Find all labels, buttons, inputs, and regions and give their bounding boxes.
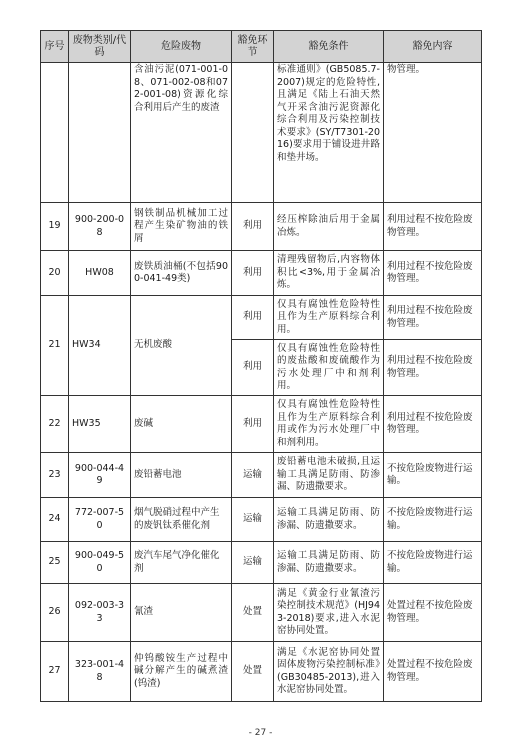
cell-no: 24 xyxy=(41,498,69,542)
cell-no: 26 xyxy=(41,584,69,642)
cell-content: 不按危险废物进行运输。 xyxy=(384,542,482,584)
cell-condition: 经压榨除油后用于金属冶炼。 xyxy=(274,203,384,251)
cell-stage: 处置 xyxy=(232,584,274,642)
header-category: 废物类别/代码 xyxy=(69,31,131,63)
cell-waste: 无机废酸 xyxy=(131,296,232,396)
cell-condition: 仅具有腐蚀性危险特性且作为生产原料综合利用。 xyxy=(274,296,384,340)
table-header-row xyxy=(41,31,482,63)
cell-no: 25 xyxy=(41,542,69,584)
cell-content: 利用过程不按危险废物管理。 xyxy=(384,340,482,396)
cell-code: 900-044-49 xyxy=(69,453,131,498)
cell-waste: 氰渣 xyxy=(131,584,232,642)
table-row xyxy=(41,63,482,203)
cell-content: 利用过程不按危险废物管理。 xyxy=(384,251,482,296)
header-no: 序号 xyxy=(41,31,69,63)
cell-waste: 含油污泥(071-001-08、071-002-08和072-001-08)资源化综合利用后产生的废渣 xyxy=(131,63,232,203)
table-row xyxy=(41,203,482,251)
cell-condition: 满足《黄金行业氰渣污染控制技术规范》(HJ943-2018)要求,进入水泥窑协同处置。 xyxy=(274,584,384,642)
cell-stage: 利用 xyxy=(232,296,274,340)
cell-no: 27 xyxy=(41,642,69,702)
cell-stage xyxy=(232,63,274,203)
cell-stage: 运输 xyxy=(232,453,274,498)
cell-code: 772-007-50 xyxy=(69,498,131,542)
cell-content: 不按危险废物进行运输。 xyxy=(384,453,482,498)
table-row xyxy=(41,542,482,584)
cell-no: 21 xyxy=(41,296,69,396)
cell-waste: 废铅蓄电池 xyxy=(131,453,232,498)
table-row xyxy=(41,584,482,642)
cell-code xyxy=(69,63,131,203)
cell-no xyxy=(41,63,69,203)
table-row xyxy=(41,642,482,702)
cell-code: 900-049-50 xyxy=(69,542,131,584)
page-number: - 27 - xyxy=(248,728,273,738)
cell-waste: 烟气脱硝过程中产生的废钒钛系催化剂 xyxy=(131,498,232,542)
cell-no: 19 xyxy=(41,203,69,251)
cell-content: 处置过程不按危险废物管理。 xyxy=(384,584,482,642)
cell-no: 23 xyxy=(41,453,69,498)
cell-stage: 运输 xyxy=(232,498,274,542)
cell-condition: 运输工具满足防雨、防渗漏、防遗撒要求。 xyxy=(274,498,384,542)
cell-no: 20 xyxy=(41,251,69,296)
cell-code: 092-003-33 xyxy=(69,584,131,642)
cell-content: 利用过程不按危险废物管理。 xyxy=(384,203,482,251)
table-row xyxy=(41,251,482,296)
cell-code: HW35 xyxy=(69,396,131,453)
cell-condition: 运输工具满足防雨、防渗漏、防遗撒要求。 xyxy=(274,542,384,584)
cell-condition: 仅具有腐蚀性危险特性且作为生产原料综合利用或作为污水处理厂中和剂利用。 xyxy=(274,396,384,453)
header-stage: 豁免环节 xyxy=(232,31,274,63)
table-row xyxy=(41,296,482,340)
cell-waste: 废铁质油桶(不包括900-041-49类) xyxy=(131,251,232,296)
cell-condition: 清理残留物后,内容物体积比<3%,用于金属冶炼。 xyxy=(274,251,384,296)
cell-waste: 废汽车尾气净化催化剂 xyxy=(131,542,232,584)
cell-content: 处置过程不按危险废物管理。 xyxy=(384,642,482,702)
cell-content: 物管理。 xyxy=(384,63,482,203)
cell-condition: 废铅蓄电池未破损,且运输工具满足防雨、防渗漏、防遗撒要求。 xyxy=(274,453,384,498)
cell-stage: 运输 xyxy=(232,542,274,584)
cell-content: 利用过程不按危险废物管理。 xyxy=(384,296,482,340)
cell-code: 900-200-08 xyxy=(69,203,131,251)
table-row xyxy=(41,453,482,498)
cell-code: 323-001-48 xyxy=(69,642,131,702)
cell-content: 利用过程不按危险废物管理。 xyxy=(384,396,482,453)
cell-no: 22 xyxy=(41,396,69,453)
cell-code: HW34 xyxy=(69,296,131,396)
header-waste: 危险废物 xyxy=(131,31,232,63)
cell-stage: 处置 xyxy=(232,642,274,702)
table-row xyxy=(41,498,482,542)
table-row xyxy=(41,396,482,453)
cell-waste: 仲钨酸铵生产过程中碱分解产生的碱煮渣(钨渣) xyxy=(131,642,232,702)
cell-waste: 废碱 xyxy=(131,396,232,453)
header-content: 豁免内容 xyxy=(384,31,482,63)
header-condition: 豁免条件 xyxy=(274,31,384,63)
cell-stage: 利用 xyxy=(232,396,274,453)
cell-code: HW08 xyxy=(69,251,131,296)
cell-condition: 仅具有腐蚀性危险特性的废盐酸和废硫酸作为污水处理厂中和剂利用。 xyxy=(274,340,384,396)
cell-waste: 钢铁制品机械加工过程产生染矿物油的铁屑 xyxy=(131,203,232,251)
cell-condition: 标准通则》(GB5085.7-2007)规定的危险特性,且满足《陆上石油天然气开采含油污泥资源化综合利用及污染控制技术要求》(SY/T7301-2016)要求用于铺设进井路和垫井场。 xyxy=(274,63,384,203)
exemption-table xyxy=(40,30,482,702)
cell-stage: 利用 xyxy=(232,340,274,396)
cell-stage: 利用 xyxy=(232,203,274,251)
cell-condition: 满足《水泥窑协同处置固体废物污染控制标准》(GB30485-2013),进入水泥窑协同处置。 xyxy=(274,642,384,702)
cell-stage: 利用 xyxy=(232,251,274,296)
cell-content: 不按危险废物进行运输。 xyxy=(384,498,482,542)
